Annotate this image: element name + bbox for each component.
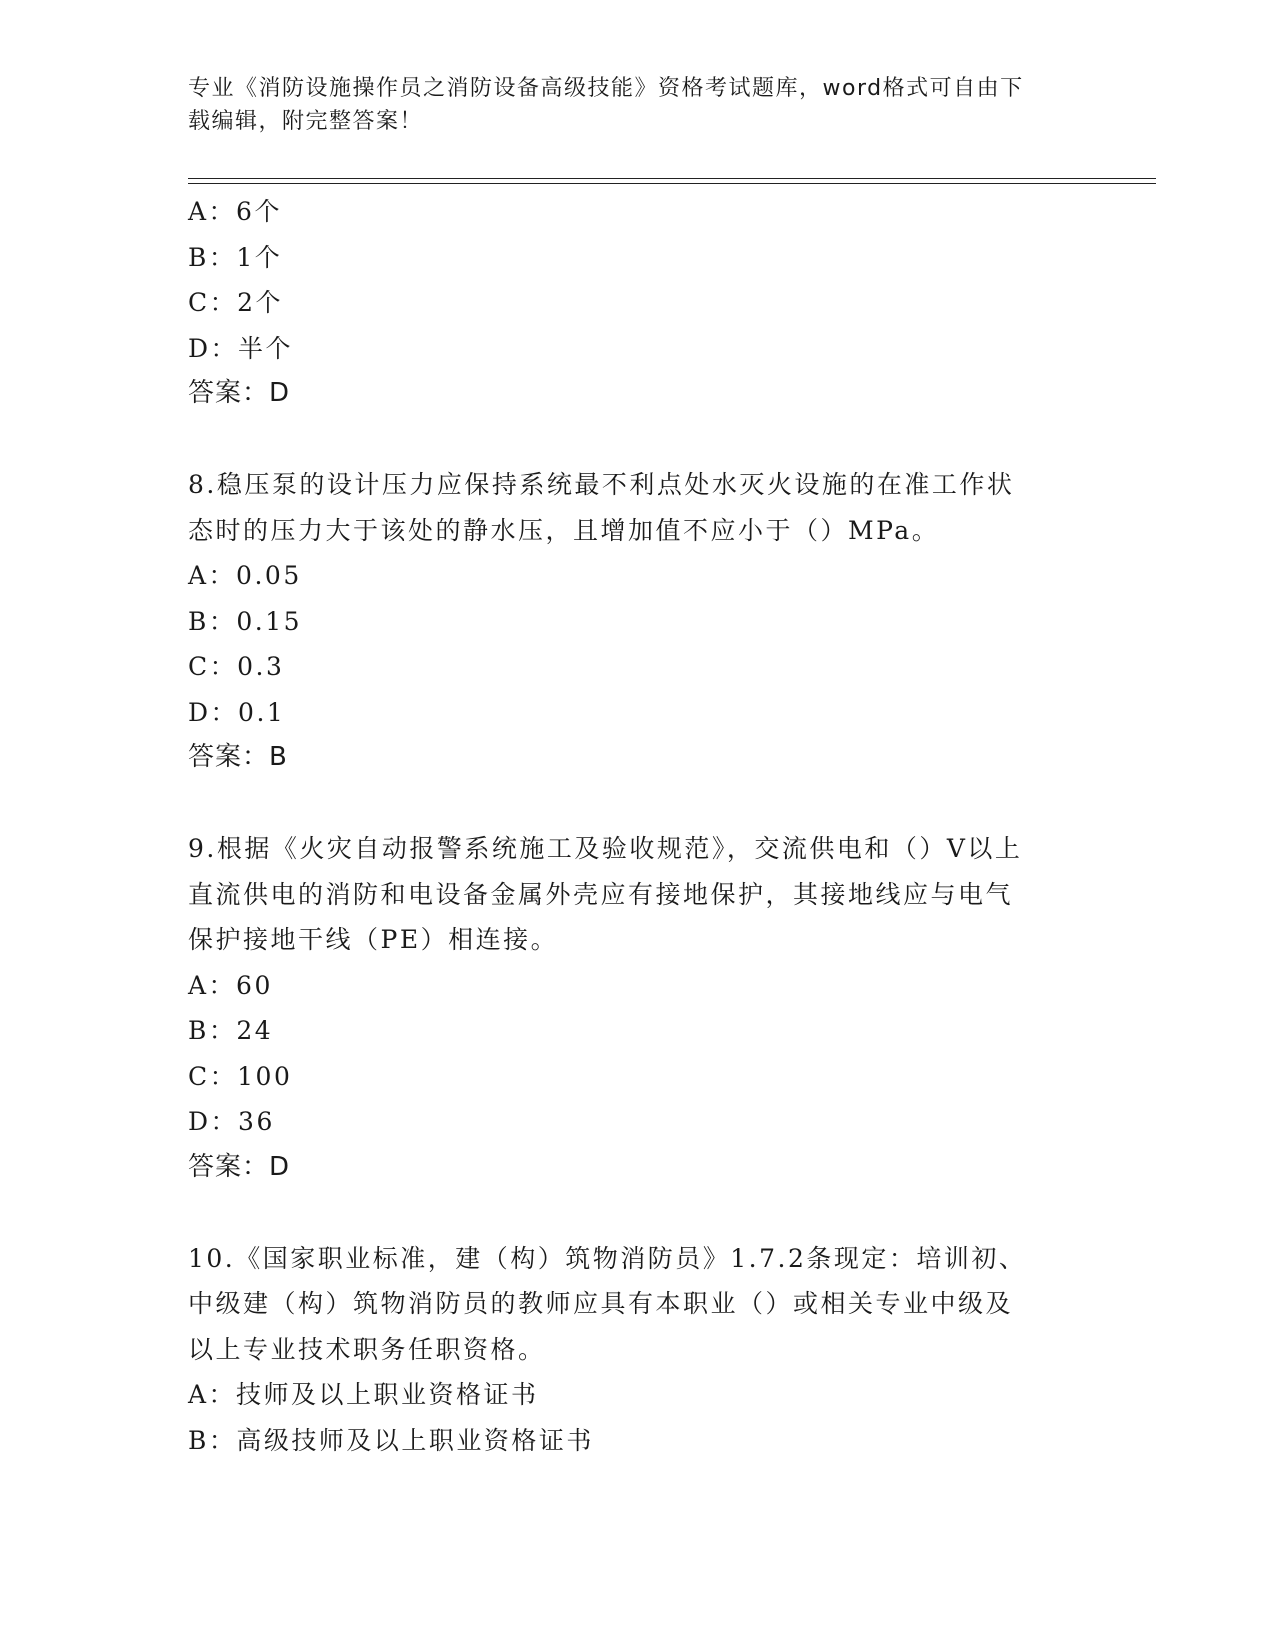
question-stem-line: 9.根据《火灾自动报警系统施工及验收规范》，交流供电和（）V以上	[188, 834, 1023, 863]
option-a: A：60	[188, 970, 273, 1000]
option-b: B：0.15	[188, 606, 303, 636]
header-divider-bottom	[188, 183, 1156, 184]
question-9	[188, 826, 1088, 1190]
question-stem-line: 8.稳压泵的设计压力应保持系统最不利点处水灭火设施的在准工作状	[188, 470, 1015, 499]
header-divider-top	[188, 178, 1156, 179]
option-a: A：技师及以上职业资格证书	[188, 1380, 539, 1409]
question-stem-line: 保护接地干线（PE）相连接。	[188, 925, 559, 954]
option-b: B：1个	[188, 242, 283, 272]
document-header	[188, 72, 1088, 138]
option-c: C：2个	[188, 288, 284, 317]
option-c: C：0.3	[188, 652, 285, 681]
question-10	[188, 1236, 1088, 1464]
option-c: C：100	[188, 1061, 293, 1091]
question-list	[188, 189, 1088, 1463]
question-8	[188, 462, 1088, 781]
question-7	[188, 189, 1088, 417]
option-b: B：高级技师及以上职业资格证书	[188, 1425, 594, 1455]
question-stem-line: 以上专业技术职务任职资格。	[188, 1334, 546, 1364]
option-d: D：0.1	[188, 697, 286, 727]
option-d: D：36	[188, 1107, 275, 1136]
question-stem-line: 中级建（构）筑物消防员的教师应具有本职业（）或相关专业中级及	[188, 1289, 1014, 1318]
question-stem-line: 10.《国家职业标准，建（构）筑物消防员》1.7.2条现定：培训初、	[188, 1243, 1027, 1273]
spacer	[188, 781, 1088, 827]
header-line-1: 专业《消防设施操作员之消防设备高级技能》资格考试题库，word格式可自由下	[188, 76, 1024, 101]
option-b: B：24	[188, 1016, 274, 1045]
answer: 答案：D	[188, 378, 291, 408]
question-stem-line: 态时的压力大于该处的静水压，且增加值不应小于（）MPa。	[188, 515, 940, 545]
answer: 答案：B	[188, 742, 288, 772]
question-stem-line: 直流供电的消防和电设备金属外壳应有接地保护，其接地线应与电气	[188, 879, 1014, 909]
header-line-2: 载编辑，附完整答案！	[188, 109, 424, 134]
option-a: A：6个	[188, 197, 282, 226]
spacer	[188, 417, 1088, 463]
answer: 答案：D	[188, 1151, 291, 1182]
spacer	[188, 1190, 1088, 1236]
option-d: D：半个	[188, 333, 294, 363]
option-a: A：0.05	[188, 561, 302, 590]
